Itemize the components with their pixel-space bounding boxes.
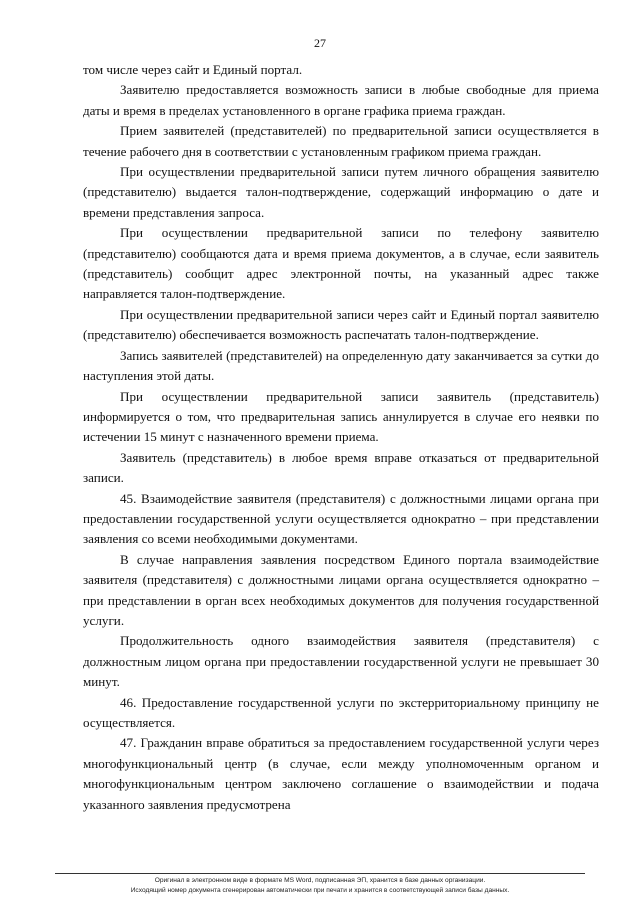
paragraph: Прием заявителей (представителей) по предварительной записи осуществляется в течение рабочего дня в соответствии с установленным графиком приема граждан.: [83, 123, 599, 159]
paragraph-item-47: 47. Гражданин вправе обратиться за предоставлением государственной услуги через многофункциональный центр (в случае, если между уполномоченным органом и многофункциональным центром заключено соглашение о взаимодействии и подача указанного заявления предусмотрена: [83, 735, 599, 812]
page-number: 27: [314, 36, 326, 50]
paragraph-item-46: 46. Предоставление государственной услуги по экстерриториальному принципу не осуществляется.: [83, 694, 599, 730]
paragraph-item-45: 45. Взаимодействие заявителя (представителя) с должностными лицами органа при предоставлении государственной услуги осуществляется однократно – при представлении заявления со всеми необходимыми документами.: [83, 490, 599, 547]
paragraph: В случае направления заявления посредством Единого портала взаимодействие заявителя (представителя) с должностными лицами органа осуществляется однократно – при представлении в орган всех необходимых документов для получения государственной услуги.: [83, 551, 599, 628]
paragraph: При осуществлении предварительной записи по телефону заявителю (представителю) сообщаются дата и время приема документов, а в случае, если заявитель (представитель) сообщит адрес электронной почты, на указанный адрес также направляется талон-подтверждение.: [83, 225, 599, 302]
paragraph: При осуществлении предварительной записи заявитель (представитель) информируется о том, что предварительная запись аннулируется в случае его неявки по истечении 15 минут с назначенного времени приема.: [83, 388, 599, 445]
footer-note: Оригинал в электронном виде в формате MS Word, подписанная ЭП, хранится в базе данных организации.: [154, 877, 486, 884]
paragraph: Запись заявителей (представителей) на определенную дату заканчивается за сутки до наступления этой даты.: [83, 347, 599, 384]
footer-divider: [55, 873, 585, 874]
paragraph: При осуществлении предварительной записи путем личного обращения заявителю (представителю) выдается талон-подтверждение, содержащий информацию о дате и времени представления запроса.: [83, 164, 599, 220]
paragraph: том числе через сайт и Единый портал.: [83, 62, 303, 77]
footer-note: Исходящий номер документа сгенерирован автоматически при печати и хранится в соответствующей записи базы данных.: [130, 887, 510, 894]
document-footer: [40, 876, 600, 896]
paragraph: При осуществлении предварительной записи через сайт и Единый портал заявителю (представителю) обеспечивается возможность распечатать талон-подтверждение.: [83, 306, 599, 343]
document-body: [83, 60, 599, 815]
paragraph: Продолжительность одного взаимодействия заявителя (представителя) с должностным лицом органа при предоставлении государственной услуги не превышает 30 минут.: [83, 633, 599, 690]
paragraph: Заявитель (представитель) в любое время вправе отказаться от предварительной записи.: [83, 449, 599, 486]
paragraph: Заявителю предоставляется возможность записи в любые свободные для приема даты и время в пределах установленного в органе графика приема граждан.: [83, 82, 599, 118]
